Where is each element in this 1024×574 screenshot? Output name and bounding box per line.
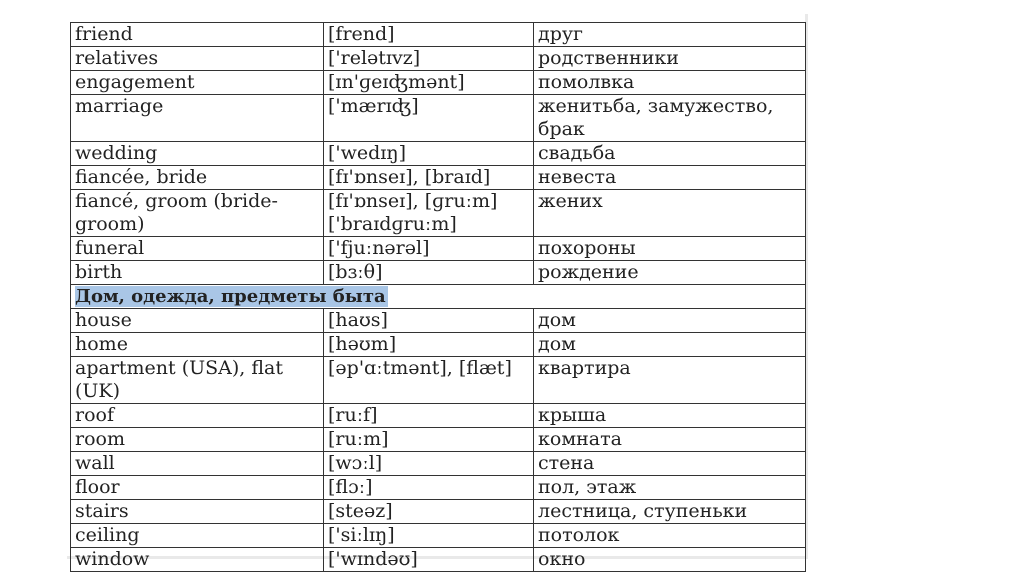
translation-cell: окно xyxy=(534,548,806,572)
translation-cell: комната xyxy=(534,428,806,452)
table-row xyxy=(71,548,806,572)
word-cell: room xyxy=(71,428,324,452)
transcription-cell: [əp'ɑːtmənt], [flæt] xyxy=(324,357,534,404)
transcription-cell: [həʊm] xyxy=(324,333,534,357)
translation-cell: квартира xyxy=(534,357,806,404)
transcription-cell: [ruːm] xyxy=(324,428,534,452)
translation-cell: крыша xyxy=(534,404,806,428)
translation-cell: невеста xyxy=(534,166,806,190)
word-cell: wall xyxy=(71,452,324,476)
document-page xyxy=(67,14,805,570)
transcription-cell: [flɔː] xyxy=(324,476,534,500)
translation-cell: похороны xyxy=(534,237,806,261)
table-row xyxy=(71,309,806,333)
table-row xyxy=(71,142,806,166)
translation-cell: потолок xyxy=(534,524,806,548)
table-row xyxy=(71,95,806,142)
section-heading-cell xyxy=(71,285,806,309)
translation-cell: пол, этаж xyxy=(534,476,806,500)
translation-cell: жених xyxy=(534,190,806,237)
transcription-cell: [ɪn'ɡeɪʤmənt] xyxy=(324,71,534,95)
translation-cell: женитьба, замужество, брак xyxy=(534,95,806,142)
table-row xyxy=(71,23,806,47)
transcription-cell: [frend] xyxy=(324,23,534,47)
table-row xyxy=(71,357,806,404)
table-row xyxy=(71,237,806,261)
table-row xyxy=(71,524,806,548)
word-cell: marriage xyxy=(71,95,324,142)
table-row xyxy=(71,166,806,190)
word-cell: window xyxy=(71,548,324,572)
word-cell: fiancé, groom (bride-groom) xyxy=(71,190,324,237)
table-row xyxy=(71,452,806,476)
word-cell: engagement xyxy=(71,71,324,95)
vocabulary-table xyxy=(70,22,806,572)
translation-cell: родственники xyxy=(534,47,806,71)
word-cell: apartment (USA), flat (UK) xyxy=(71,357,324,404)
transcription-cell: ['wɪndəʊ] xyxy=(324,548,534,572)
transcription-cell: [fɪ'ɒnseɪ], [braɪd] xyxy=(324,166,534,190)
transcription-cell: [steəz] xyxy=(324,500,534,524)
table-row xyxy=(71,47,806,71)
table-row xyxy=(71,476,806,500)
table-row xyxy=(71,500,806,524)
word-cell: funeral xyxy=(71,237,324,261)
translation-cell: рождение xyxy=(534,261,806,285)
word-cell: house xyxy=(71,309,324,333)
translation-cell: стена xyxy=(534,452,806,476)
transcription-cell: ['relətɪvz] xyxy=(324,47,534,71)
table-row xyxy=(71,190,806,237)
transcription-cell: [fɪ'ɒnseɪ], [ɡruːm] ['braɪdɡruːm] xyxy=(324,190,534,237)
table-row xyxy=(71,333,806,357)
word-cell: ceiling xyxy=(71,524,324,548)
translation-cell: помолвка xyxy=(534,71,806,95)
word-cell: roof xyxy=(71,404,324,428)
table-row xyxy=(71,71,806,95)
transcription-cell: ['wedɪŋ] xyxy=(324,142,534,166)
transcription-cell: [ruːf] xyxy=(324,404,534,428)
table-row xyxy=(71,261,806,285)
word-cell: home xyxy=(71,333,324,357)
word-cell: relatives xyxy=(71,47,324,71)
transcription-cell: [wɔːl] xyxy=(324,452,534,476)
section-heading: Дом, одежда, предметы быта xyxy=(75,286,386,307)
table-row xyxy=(71,428,806,452)
transcription-cell: ['mærɪʤ] xyxy=(324,95,534,142)
word-cell: floor xyxy=(71,476,324,500)
section-heading-row xyxy=(71,285,806,309)
translation-cell: свадьба xyxy=(534,142,806,166)
translation-cell: дом xyxy=(534,309,806,333)
transcription-cell: ['siːlɪŋ] xyxy=(324,524,534,548)
word-cell: stairs xyxy=(71,500,324,524)
transcription-cell: [bɜːθ] xyxy=(324,261,534,285)
translation-cell: лестница, ступеньки xyxy=(534,500,806,524)
word-cell: friend xyxy=(71,23,324,47)
transcription-cell: [haʊs] xyxy=(324,309,534,333)
translation-cell: дом xyxy=(534,333,806,357)
transcription-cell: ['fjuːnərəl] xyxy=(324,237,534,261)
word-cell: wedding xyxy=(71,142,324,166)
translation-cell: друг xyxy=(534,23,806,47)
word-cell: fiancée, bride xyxy=(71,166,324,190)
word-cell: birth xyxy=(71,261,324,285)
table-row xyxy=(71,404,806,428)
